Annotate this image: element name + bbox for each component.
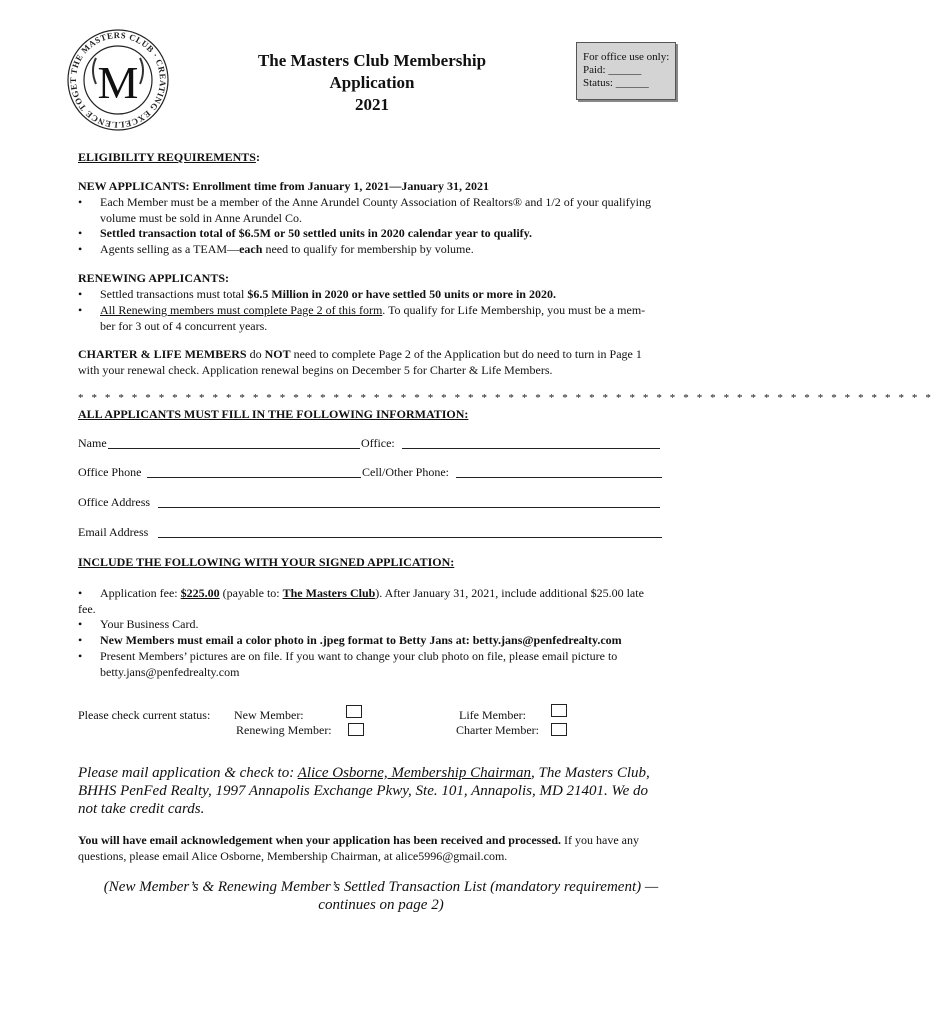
bullet: • — [78, 242, 83, 256]
office-use-box — [576, 42, 676, 100]
page-title — [230, 50, 514, 116]
bullet: • — [78, 303, 83, 317]
charter-member-checkbox[interactable] — [551, 723, 567, 736]
renewing-member-checkbox[interactable] — [348, 723, 364, 736]
bullet: • — [78, 226, 83, 240]
include-item-card: Your Business Card. — [100, 617, 199, 631]
bullet: • — [78, 617, 83, 631]
bullet: • — [78, 649, 83, 663]
masters-club-logo — [66, 28, 170, 132]
renewing-applicants-heading: RENEWING APPLICANTS: — [78, 271, 230, 285]
office-phone-label: Office Phone — [78, 465, 142, 479]
renewing-item-2: All Renewing members must complete Page 2 of this form. To qualify for Life Membership, you must be a mem- ber for 3 out of 4 concurrent years. — [100, 303, 646, 333]
office-phone-field[interactable] — [147, 477, 361, 478]
charter-member-label: Charter Member: — [456, 723, 539, 737]
svg-text:M: M — [97, 57, 139, 108]
bullet: • — [78, 195, 83, 209]
renewing-item-1: Settled transactions must total $6.5 Million in 2020 or have settled 50 units or more in 2020. — [100, 287, 556, 301]
include-item-present: Present Members’ pictures are on file. If you want to change your club photo on file, please email picture to betty.jans@penfedrealty.com — [100, 649, 618, 679]
life-member-checkbox[interactable] — [551, 704, 567, 717]
cell-phone-field[interactable] — [456, 477, 662, 478]
include-item-photo: New Members must email a color photo in .jpeg format to Betty Jans at: betty.jans@penfedrealty.com — [100, 633, 622, 647]
status-label: Please check current status: — [78, 708, 211, 722]
email-address-label: Email Address — [78, 525, 149, 539]
eligibility-heading: ELIGIBILITY REQUIREMENTS: — [78, 150, 260, 164]
star-separator: * * * * * * * * * * * * * * * * * * * * * * * * * * * * * * * * * * * * * * * * * * * * * * * * * * * * * * * * * * * * * * * * — [78, 392, 933, 404]
new-applicants-item-2: Settled transaction total of $6.5M or 50 settled units in 2020 calendar year to qualify. — [100, 226, 532, 240]
renewing-member-label: Renewing Member: — [236, 723, 332, 737]
new-member-checkbox[interactable] — [346, 705, 362, 718]
acknowledgement-note: You will have email acknowledgement when your application has been received and processed. If you have any questions, please email Alice Osborne, Membership Chairman, at alice5996@gmail.com. — [78, 833, 640, 863]
page-footer-note: (New Member’s & Renewing Member’s Settled Transaction List (mandatory requirement) — continues on page 2) — [103, 879, 659, 913]
name-label: Name — [78, 436, 107, 450]
office-status-field[interactable]: Status: ______ — [583, 77, 649, 89]
bullet: • — [78, 633, 83, 647]
new-applicants-heading: NEW APPLICANTS: Enrollment time from January 1, 2021—January 31, 2021 — [78, 179, 490, 193]
all-applicants-heading: ALL APPLICANTS MUST FILL IN THE FOLLOWING INFORMATION: — [78, 407, 469, 421]
mail-instructions: Please mail application & check to: Alice Osborne, Membership Chairman, The Masters Club, BHHS PenFed Realty, 1997 Annapolis Exchange Pkwy, Ste. 101, Annapolis, MD 21401. We do not take credit cards. — [78, 765, 650, 817]
bullet: • — [78, 586, 83, 600]
office-label: Office: — [361, 436, 395, 450]
include-item-fee-cont: fee. — [78, 602, 96, 616]
life-member-label: Life Member: — [459, 708, 526, 722]
svg-text:THE MASTERS CLUB · CREATING EX: THE MASTERS CLUB · CREATING EXCELLENCE TOGET — [67, 29, 169, 131]
email-address-field[interactable] — [158, 537, 662, 538]
include-heading: INCLUDE THE FOLLOWING WITH YOUR SIGNED APPLICATION: — [78, 555, 455, 569]
bullet: • — [78, 287, 83, 301]
office-field[interactable] — [402, 448, 660, 449]
new-member-label: New Member: — [234, 708, 304, 722]
title-line-2: Application — [329, 73, 415, 92]
charter-life-note: CHARTER & LIFE MEMBERS do NOT need to complete Page 2 of the Application but do need to turn in Page 1 with your renewal check. Application renewal begins on December 5 for Charter & Life Members. — [78, 347, 642, 377]
name-field[interactable] — [108, 448, 360, 449]
title-line-1: The Masters Club Membership — [257, 51, 487, 70]
new-applicants-item-1: Each Member must be a member of the Anne Arundel County Association of Realtors® and 1/2 of your qualifying volume must be sold in Anne Arundel Co. — [100, 195, 652, 225]
office-address-label: Office Address — [78, 495, 151, 509]
office-use-label: For office use only: — [583, 51, 670, 63]
cell-phone-label: Cell/Other Phone: — [362, 465, 449, 479]
office-paid-field[interactable]: Paid: ______ — [583, 64, 642, 76]
office-address-field[interactable] — [158, 507, 660, 508]
new-applicants-item-3: Agents selling as a TEAM—each need to qualify for membership by volume. — [100, 242, 474, 256]
title-line-3: 2021 — [355, 95, 389, 114]
include-item-fee: Application fee: $225.00 (payable to: The Masters Club). After January 31, 2021, include additional $25.00 late — [100, 586, 644, 600]
